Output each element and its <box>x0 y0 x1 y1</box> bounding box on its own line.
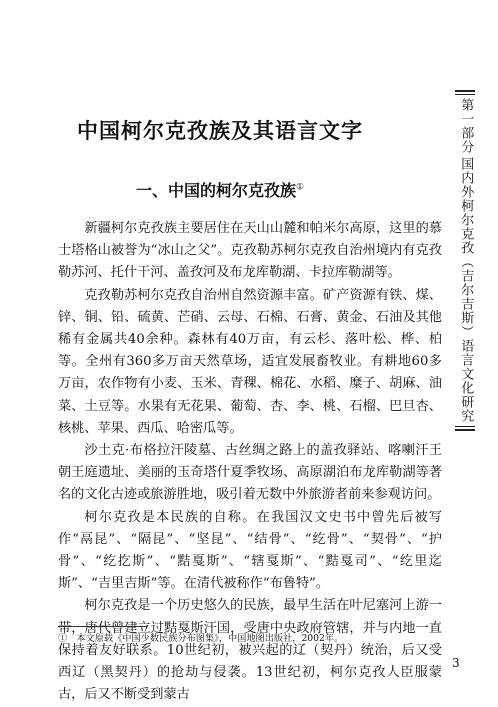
page-number: 3 <box>452 656 460 670</box>
chapter-title: 中国柯尔克孜族及其语言文字 <box>77 118 363 143</box>
footnote: ① 本文原载《中国少数民族分布图集》，中国地图出版社，2002年。 <box>58 633 344 644</box>
paragraph: 柯尔克孜是本民族的自称。在我国汉文史书中曾先后被写作“鬲昆”、“隔昆”、“坚昆”、“结骨”、“纥骨”、“契骨”、“护骨”、“纥扢斯”、“黠戛斯”、“辖戛斯”、“黠戛司”、“纥里迄斯”、“吉里吉斯”等。在清代被称作“布鲁特”。 <box>58 509 442 592</box>
side-tab-rule-top <box>455 90 475 92</box>
side-tab-rule-bottom-thin <box>455 426 475 427</box>
side-tab <box>455 90 475 433</box>
side-tab-rule-top-thin <box>455 94 475 95</box>
paragraph: 新疆柯尔克孜族主要居住在天山山麓和帕米尔高原，这里的慕士塔格山被誉为“冰山之父”。克孜勒苏柯尔克孜自治州境内有克孜勒苏河、托什干河、盖孜河及布龙库勒湖、卡拉库勒湖等。 <box>58 221 442 281</box>
footnote-reference: ① <box>295 182 305 193</box>
section-title <box>0 178 440 201</box>
paragraph: 克孜勒苏柯尔克孜自治州自然资源丰富。矿产资源有铁、煤、锌、铜、铅、硫黄、芒硝、云母、石棉、石膏、黄金、石油及其他稀有金属共40余种。森林有40万亩，有云杉、落叶松、桦、柏等。全州有360多万亩天然草场，适宜发展畜牧业。有耕地60多万亩，农作物有小麦、玉米、青稞、棉花、水稻、糜子、胡麻、油菜、土豆等。水果有无花果、葡萄、杏、李、桃、石榴、巴旦杏、核桃、苹果、西瓜、哈密瓜等。 <box>58 287 442 436</box>
paragraph: 柯尔克孜是一个历史悠久的民族，最早生活在叶尼塞河上游一带，唐代曾建立过黠戛斯汗国，受唐中央政府管辖，并与内地一直保持着友好联系。10世纪初，被兴起的辽（契丹）统治，后又受西辽（黑契丹）的抢劫与侵袭。13世纪初，柯尔克孜人臣服蒙古，后又不断受到蒙古 <box>58 598 442 703</box>
section-title-text: 一、中国的柯尔克孜族 <box>135 181 296 200</box>
side-tab-rule-bottom <box>455 429 475 431</box>
side-tab-title: 国内外柯尔克孜（吉尔吉斯）语言文化研究 <box>458 157 474 423</box>
side-tab-part: 第一部分 <box>458 98 474 154</box>
paragraph: 沙土克·布格拉汗陵墓、古丝绸之路上的盖孜驿站、喀喇汗王朝王庭遗址、美丽的玉奇塔什夏季牧场、高原湖泊布龙库勒湖等著名的文化古迹或旅游胜地，吸引着无数中外旅游者前来参观访问。 <box>58 443 442 503</box>
footnote-divider <box>58 626 148 627</box>
